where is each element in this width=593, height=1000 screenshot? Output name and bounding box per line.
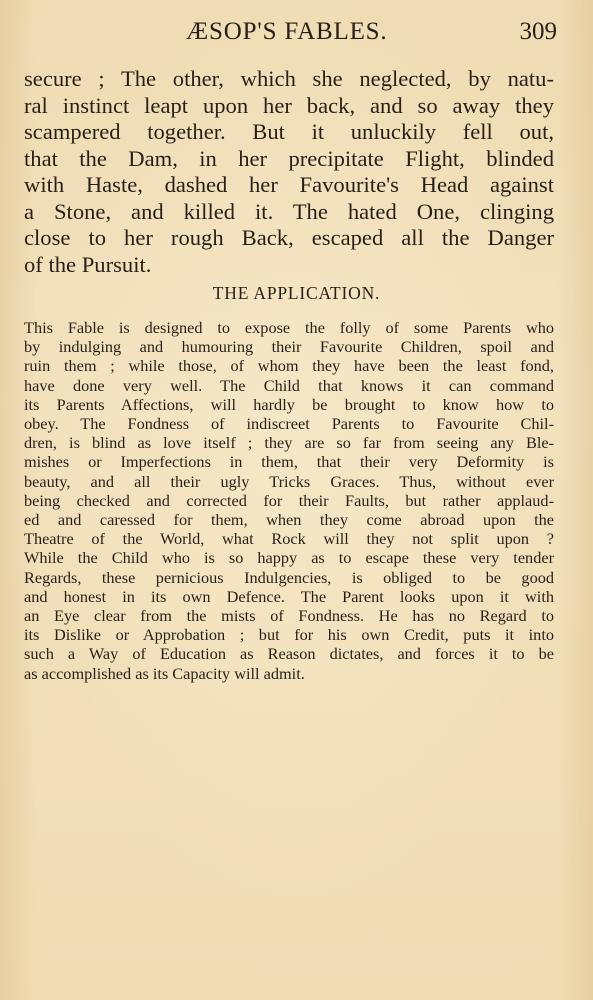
application-line: by indulging and humouring their Favourite Children, spoil and — [24, 337, 554, 357]
application-line: Theatre of the World, what Rock will they not split upon ? — [24, 529, 554, 549]
page-number: 309 — [519, 18, 557, 45]
fable-line: close to her rough Back, escaped all the Danger — [24, 225, 554, 250]
fable-line: a Stone, and killed it. The hated One, clinging — [24, 198, 554, 224]
application-line: dren, is blind as love itself ; they are so far from seeing any Ble- — [24, 433, 554, 453]
application-line: Regards, these pernicious Indulgencies, is obliged to be good — [24, 567, 554, 587]
application-line: beauty, and all their ugly Tricks Graces. Thus, without ever — [24, 471, 554, 491]
application-line: ed and caressed for them, when they come abroad upon the — [24, 510, 554, 530]
fable-line: secure ; The other, which she neglected, by natu- — [24, 66, 554, 91]
application-line: ruin them ; while those, of whom they have been the least fond, — [24, 356, 554, 376]
application-line: as accomplished as its Capacity will admit. — [24, 663, 305, 683]
application-line: being checked and corrected for their Faults, but rather applaud- — [24, 490, 554, 510]
application-line: its Parents Affections, will hardly be brought to know how to — [24, 394, 554, 414]
application-text — [24, 318, 554, 683]
application-line: its Dislike or Approbation ; but for his own Credit, puts it into — [24, 625, 554, 645]
application-line: While the Child who is so happy as to escape these very tender — [24, 548, 554, 568]
application-line: mishes or Imperfections in them, that their very Deformity is — [24, 452, 554, 472]
application-line: an Eye clear from the mists of Fondness. He has no Regard to — [24, 606, 554, 626]
fable-line: that the Dam, in her precipitate Flight, blinded — [24, 145, 554, 171]
page-header — [0, 14, 593, 54]
running-title: ÆSOP'S FABLES. — [186, 18, 388, 45]
application-heading: THE APPLICATION. — [212, 283, 381, 303]
application-line: have done very well. The Child that knows it can command — [24, 375, 554, 395]
fable-text — [24, 66, 554, 278]
application-line: This Fable is designed to expose the folly of some Parents who — [24, 318, 554, 337]
application-line: and honest in its own Defence. The Parent looks upon it with — [24, 586, 554, 606]
fable-line: scampered together. But it unluckily fell out, — [24, 119, 554, 144]
fable-line: ral instinct leapt upon her back, and so away they — [24, 92, 554, 118]
application-line: obey. The Fondness of indiscreet Parents to Favourite Chil- — [24, 414, 554, 434]
fable-line: of the Pursuit. — [24, 251, 152, 277]
fable-line: with Haste, dashed her Favourite's Head against — [24, 172, 554, 197]
application-line: such a Way of Education as Reason dictates, and forces it to be — [24, 644, 554, 664]
